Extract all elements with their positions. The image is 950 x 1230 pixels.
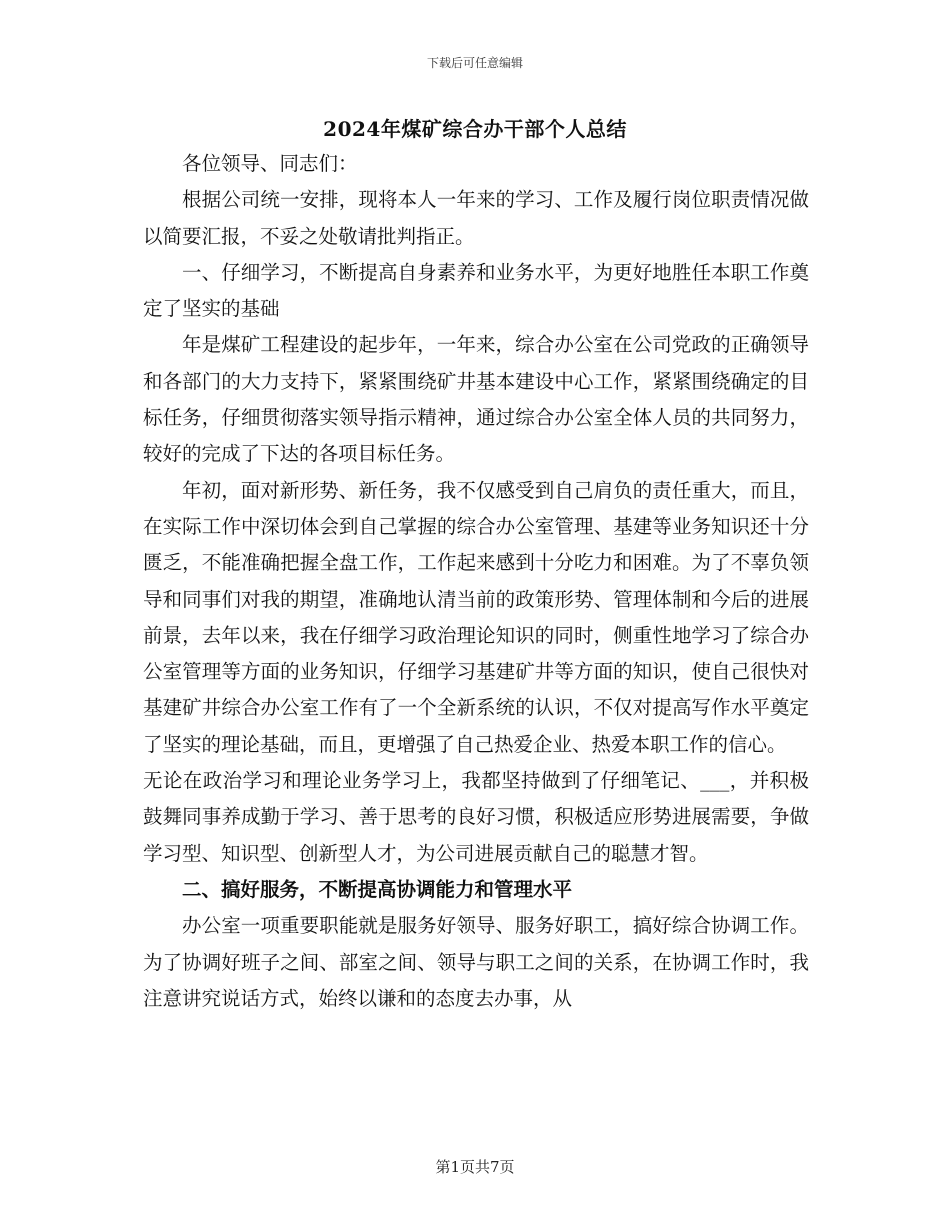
paragraph-section1-detail: 年初，面对新形势、新任务，我不仅感受到自己肩负的责任重大，而且，在实际工作中深切体会到自己掌握的综合办公室管理、基建等业务知识还十分匮乏，不能准确把握全盘工作，工作起来感到十分吃力和困难。为了不辜负领导和同事们对我的期望，准确地认清当前的政策形势、管理体制和今后的进展前景，去年以来，我在仔细学习政治理论知识的同时，侧重性地学习了综合办公室管理等方面的业务知识，仔细学习基建矿井等方面的知识，使自己很快对基建矿井综合办公室工作有了一个全新系统的认识，不仅对提高写作水平奠定了坚实的理论基础，而且，更增强了自己热爱企业、热爱本职工作的信心。 [143,478,809,756]
section-heading-2: 二、搞好服务，不断提高协调能力和管理水平 [182,877,573,901]
document-body [143,146,809,1017]
paragraph-intro: 根据公司统一安排，现将本人一年来的学习、工作及履行岗位职责情况做以简要汇报，不妥之处敬请批判指正。 [143,188,809,248]
page-number: 第1页共7页 [435,1158,515,1176]
paragraph-section1-continued: 无论在政治学习和理论业务学习上，我都坚持做到了仔细笔记、___，并积极鼓舞同事养成勤于学习、善于思考的良好习惯，积极适应形势进展需要，争做学习型、知识型、创新型人才，为公司进展贡献自己的聪慧才智。 [143,769,809,865]
paragraph-greeting: 各位领导、同志们： [182,152,358,175]
document-title: 2024年煤矿综合办干部个人总结 [323,117,627,141]
header-note: 下载后可任意编辑 [426,56,523,70]
paragraph-section2-body: 办公室一项重要职能就是服务好领导、服务好职工，搞好综合协调工作。为了协调好班子之间、部室之间、领导与职工之间的关系，在协调工作时，我注意讲究说话方式，始终以谦和的态度去办事，从 [143,914,809,1010]
paragraph-section1-body: 年是煤矿工程建设的起步年，一年来，综合办公室在公司党政的正确领导和各部门的大力支持下，紧紧围绕矿井基本建设中心工作，紧紧围绕确定的目标任务，仔细贯彻落实领导指示精神，通过综合办公室全体人员的共同努力，较好的完成了下达的各项目标任务。 [143,333,809,466]
section-heading-1: 一、仔细学习，不断提高自身素养和业务水平，为更好地胜任本职工作奠定了坚实的基础 [143,260,809,321]
